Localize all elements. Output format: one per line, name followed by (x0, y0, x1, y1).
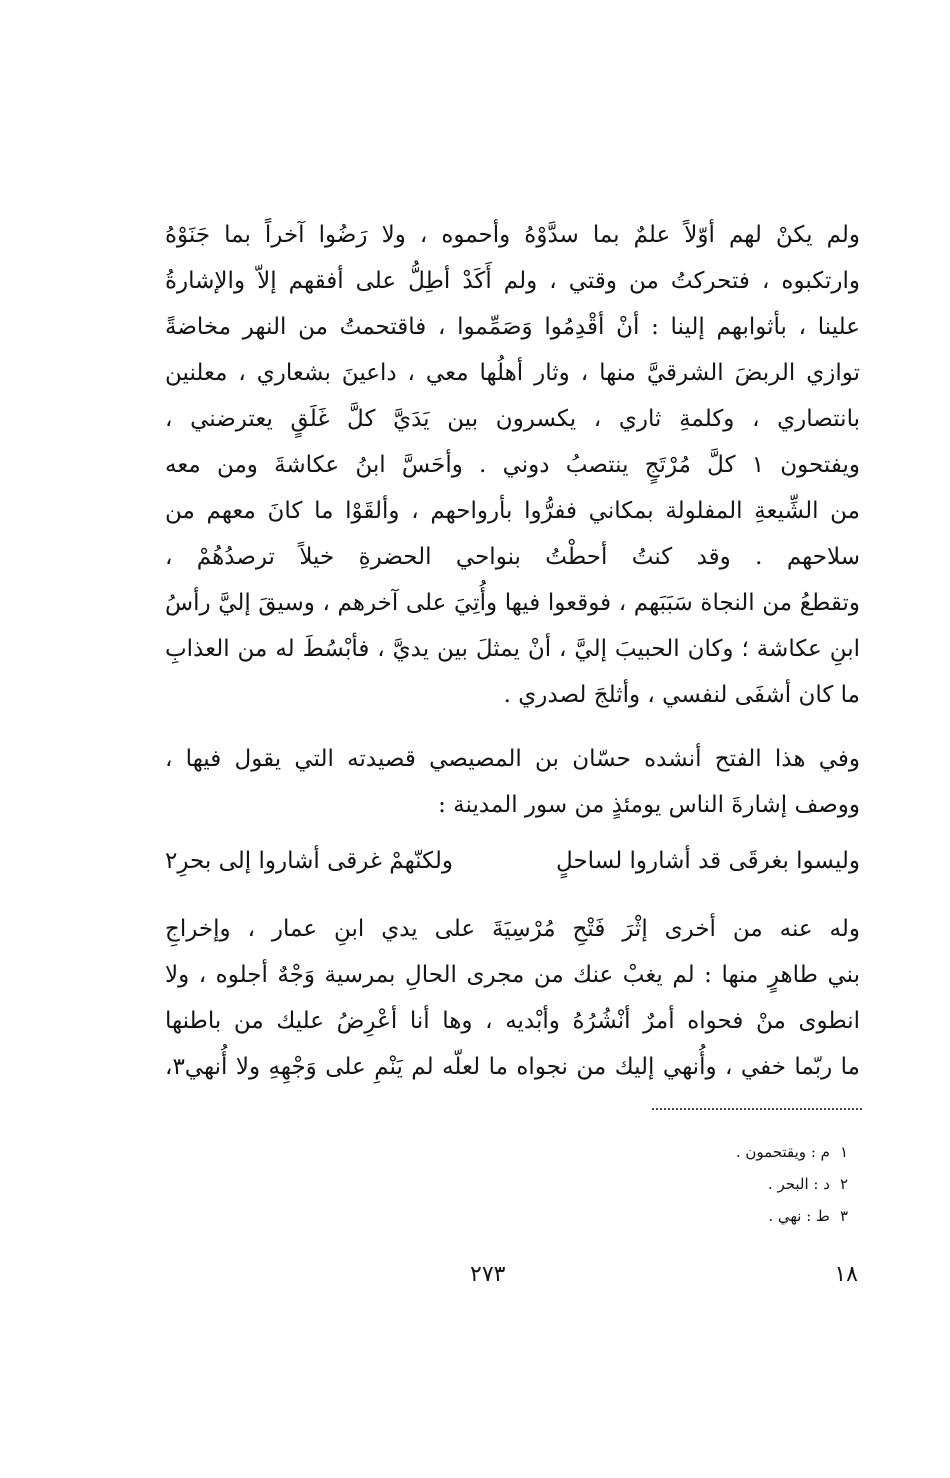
text-line: ووصف إشارةَ الناس يومئذٍ من سور المدينة : (438, 792, 860, 818)
poetry-verse (165, 838, 860, 884)
text-line: ويفتحون ١ كلَّ مُرْتَجٍ ينتصبُ دوني . وأحَسَّ ابنُ عكاشةَ ومن معه (165, 452, 860, 478)
footnote (548, 1168, 848, 1200)
text-line: ابنِ عكاشة ؛ وكان الحبيبَ إليَّ ، أنْ يمثلَ بين يديَّ ، فأبْسُطَ له من العذابِ (165, 636, 860, 662)
text-line: بني طاهرٍ منها : لم يغبْ عنك من مجرى الحالِ بمرسية وَجْهٌ أجلوه ، ولا (165, 962, 860, 988)
page-number: ٢٧٣ (470, 1262, 506, 1287)
text-line: من الشِّيعةِ المفلولة بمكاني ففرُّوا بأرواحهم ، وألقَوْا ما كانَ معهم من (165, 498, 860, 524)
footnote (548, 1200, 848, 1232)
text-line: بانتصاري ، وكلمةِ ثاري ، يكسرون بين يَدَيَّ كلَّ غَلَقٍ يعترضني ، (165, 406, 860, 432)
text-line: وفي هذا الفتح أنشده حسّان بن المصيصي قصيدته التي يقول فيها ، (165, 746, 860, 772)
footnote-text: د : البحر . (767, 1175, 830, 1193)
footnote-number: ٢ (839, 1175, 848, 1193)
verse-second-hemistich: ولكنّهمْ غرقى أشاروا إلى بحرِ٢ (165, 848, 453, 874)
verse-first-hemistich: وليسوا بغرقَى قد أشاروا لساحلٍ (556, 848, 860, 874)
footnotes (548, 1136, 848, 1232)
text-line: ولم يكنْ لهم أوّلاً علمٌ بما سدَّوْهُ وأحموه ، ولا رَضُوا آخراً بما جَنَوْهُ (165, 222, 860, 248)
footnote-text: ط : نهي . (768, 1207, 830, 1225)
footnote (548, 1136, 848, 1168)
signature-mark: ١٨ (834, 1262, 858, 1287)
text-line: انطوى منْ فحواه أمرٌ أنْشُرُهُ وأبْديه ، وها أنا أعْرِضُ عليك من باطنها (165, 1008, 860, 1034)
text-line: ما ربّما خفي ، وأُنهي إليك من نجواه ما لعلّه لم يَنْمِ على وَجْهِهِ ولا أُنهي٣، (165, 1054, 860, 1080)
text-line: وارتكبوه ، فتحركتُ من وقتي ، ولم أَكَدْ أطِلُّ على أفقهم إلاّ والإشارةُ (165, 268, 860, 294)
paragraph-3 (165, 906, 860, 1090)
text-line: ما كان أشفَى لنفسي ، وأثلجَ لصدري . (503, 682, 860, 708)
paragraph-1 (165, 212, 860, 718)
footnote-text: م : ويقتحمون . (735, 1143, 830, 1161)
paragraph-2 (165, 736, 860, 828)
text-line: علينا ، بأثوابهم إلينا : أنْ أقْدِمُوا وَصَمِّموا ، فاقتحمتُ من النهر مخاضةً (165, 314, 860, 340)
text-line: سلاحهم . وقد كنتُ أحطْتُ بنواحي الحضرةِ خيلاً ترصدُهُمْ ، (165, 544, 860, 570)
footnote-number: ١ (839, 1143, 848, 1161)
text-line: وله عنه من أخرى إثْرَ فَتْحِ مُرْسِيَةَ على يدي ابنِ عمار ، وإخراجِ (165, 916, 860, 942)
text-line: وتقطعُ من النجاة سَبَبَهم ، فوقعوا فيها وأُتِيَ على آخرهم ، وسيقَ إليَّ رأسُ (165, 590, 860, 616)
text-line: توازي الربضَ الشرقيَّ منها ، وثار أهلُها معي ، داعينَ بشعاري ، معلنين (165, 360, 860, 386)
footnote-number: ٣ (839, 1207, 848, 1225)
footnote-separator (652, 1108, 862, 1110)
